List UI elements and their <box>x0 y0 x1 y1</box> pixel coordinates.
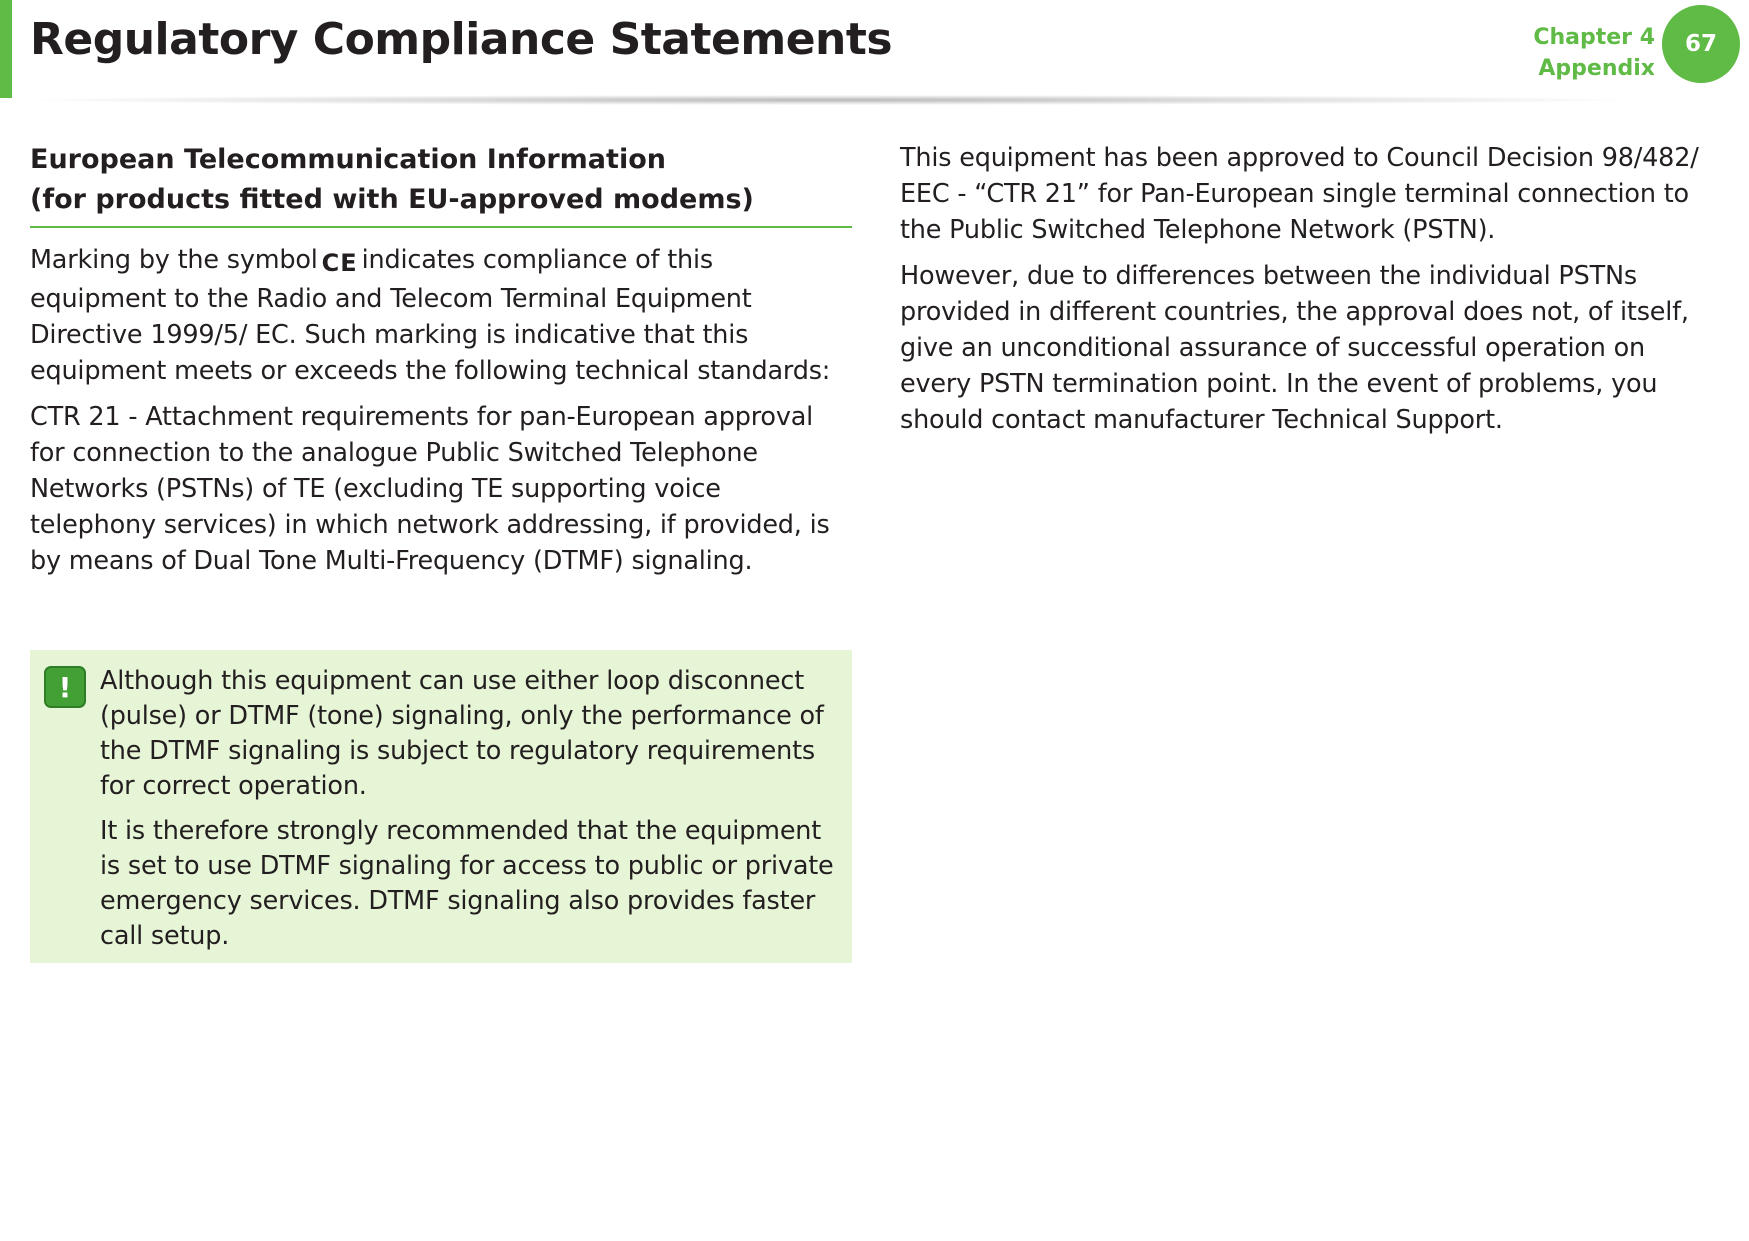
note-text <box>100 664 838 964</box>
header-divider <box>30 95 1630 105</box>
ctr21-paragraph: CTR 21 - Attachment requirements for pan-European approval for connection to the analogue Public Switched Telephone Networks (PSTNs) of TE (excluding TE supporting voice telephony services) in which network addressing, if provided, is by means of Dual Tone Multi-Frequency (DTMF) signaling. <box>30 402 830 576</box>
page-title: Regulatory Compliance Statements <box>30 14 893 65</box>
right-column <box>900 140 1722 448</box>
section-heading-line2: (for products fitted with EU-approved modems) <box>30 184 754 215</box>
chapter-label <box>1533 22 1655 84</box>
page-number-badge: 67 <box>1662 5 1740 83</box>
approval-paragraph: This equipment has been approved to Council Decision 98/482/ EEC - “CTR 21” for Pan-European single terminal connection to the Public Switched Telephone Network (PSTN). <box>900 143 1699 245</box>
section-heading <box>30 140 852 228</box>
chapter-section: Appendix <box>1538 56 1655 81</box>
note-paragraph-2: It is therefore strongly recommended that the equipment is set to use DTMF signaling for access to public or private emergency services. DTMF signaling also provides faster call setup. <box>100 816 834 951</box>
section-heading-line1: European Telecommunication Information <box>30 144 666 175</box>
pstn-paragraph: However, due to differences between the individual PSTNs provided in different countries, the approval does not, of itself, give an unconditional assurance of successful operation on every PSTN termination point. In the event of problems, you should contact manufacturer Technical Support. <box>900 261 1689 435</box>
exclamation-icon: ! <box>44 666 86 708</box>
left-column <box>30 140 852 589</box>
ce-paragraph-lead: Marking by the symbol <box>30 245 318 275</box>
note-box <box>30 650 852 963</box>
ce-paragraph-rest: indicates compliance of this equipment to the Radio and Telecom Terminal Equipment Directive 1999/5/ EC. Such marking is indicative that this equipment meets or exceeds the following technical standards: <box>30 245 831 386</box>
ce-mark-icon: CE <box>321 249 358 277</box>
chapter-number: Chapter 4 <box>1533 25 1655 50</box>
header-accent-bar <box>0 0 12 98</box>
note-paragraph-1: Although this equipment can use either loop disconnect (pulse) or DTMF (tone) signaling, only the performance of the DTMF signaling is subject to regulatory requirements for correct operation. <box>100 666 824 801</box>
ce-marking-paragraph <box>30 242 852 389</box>
